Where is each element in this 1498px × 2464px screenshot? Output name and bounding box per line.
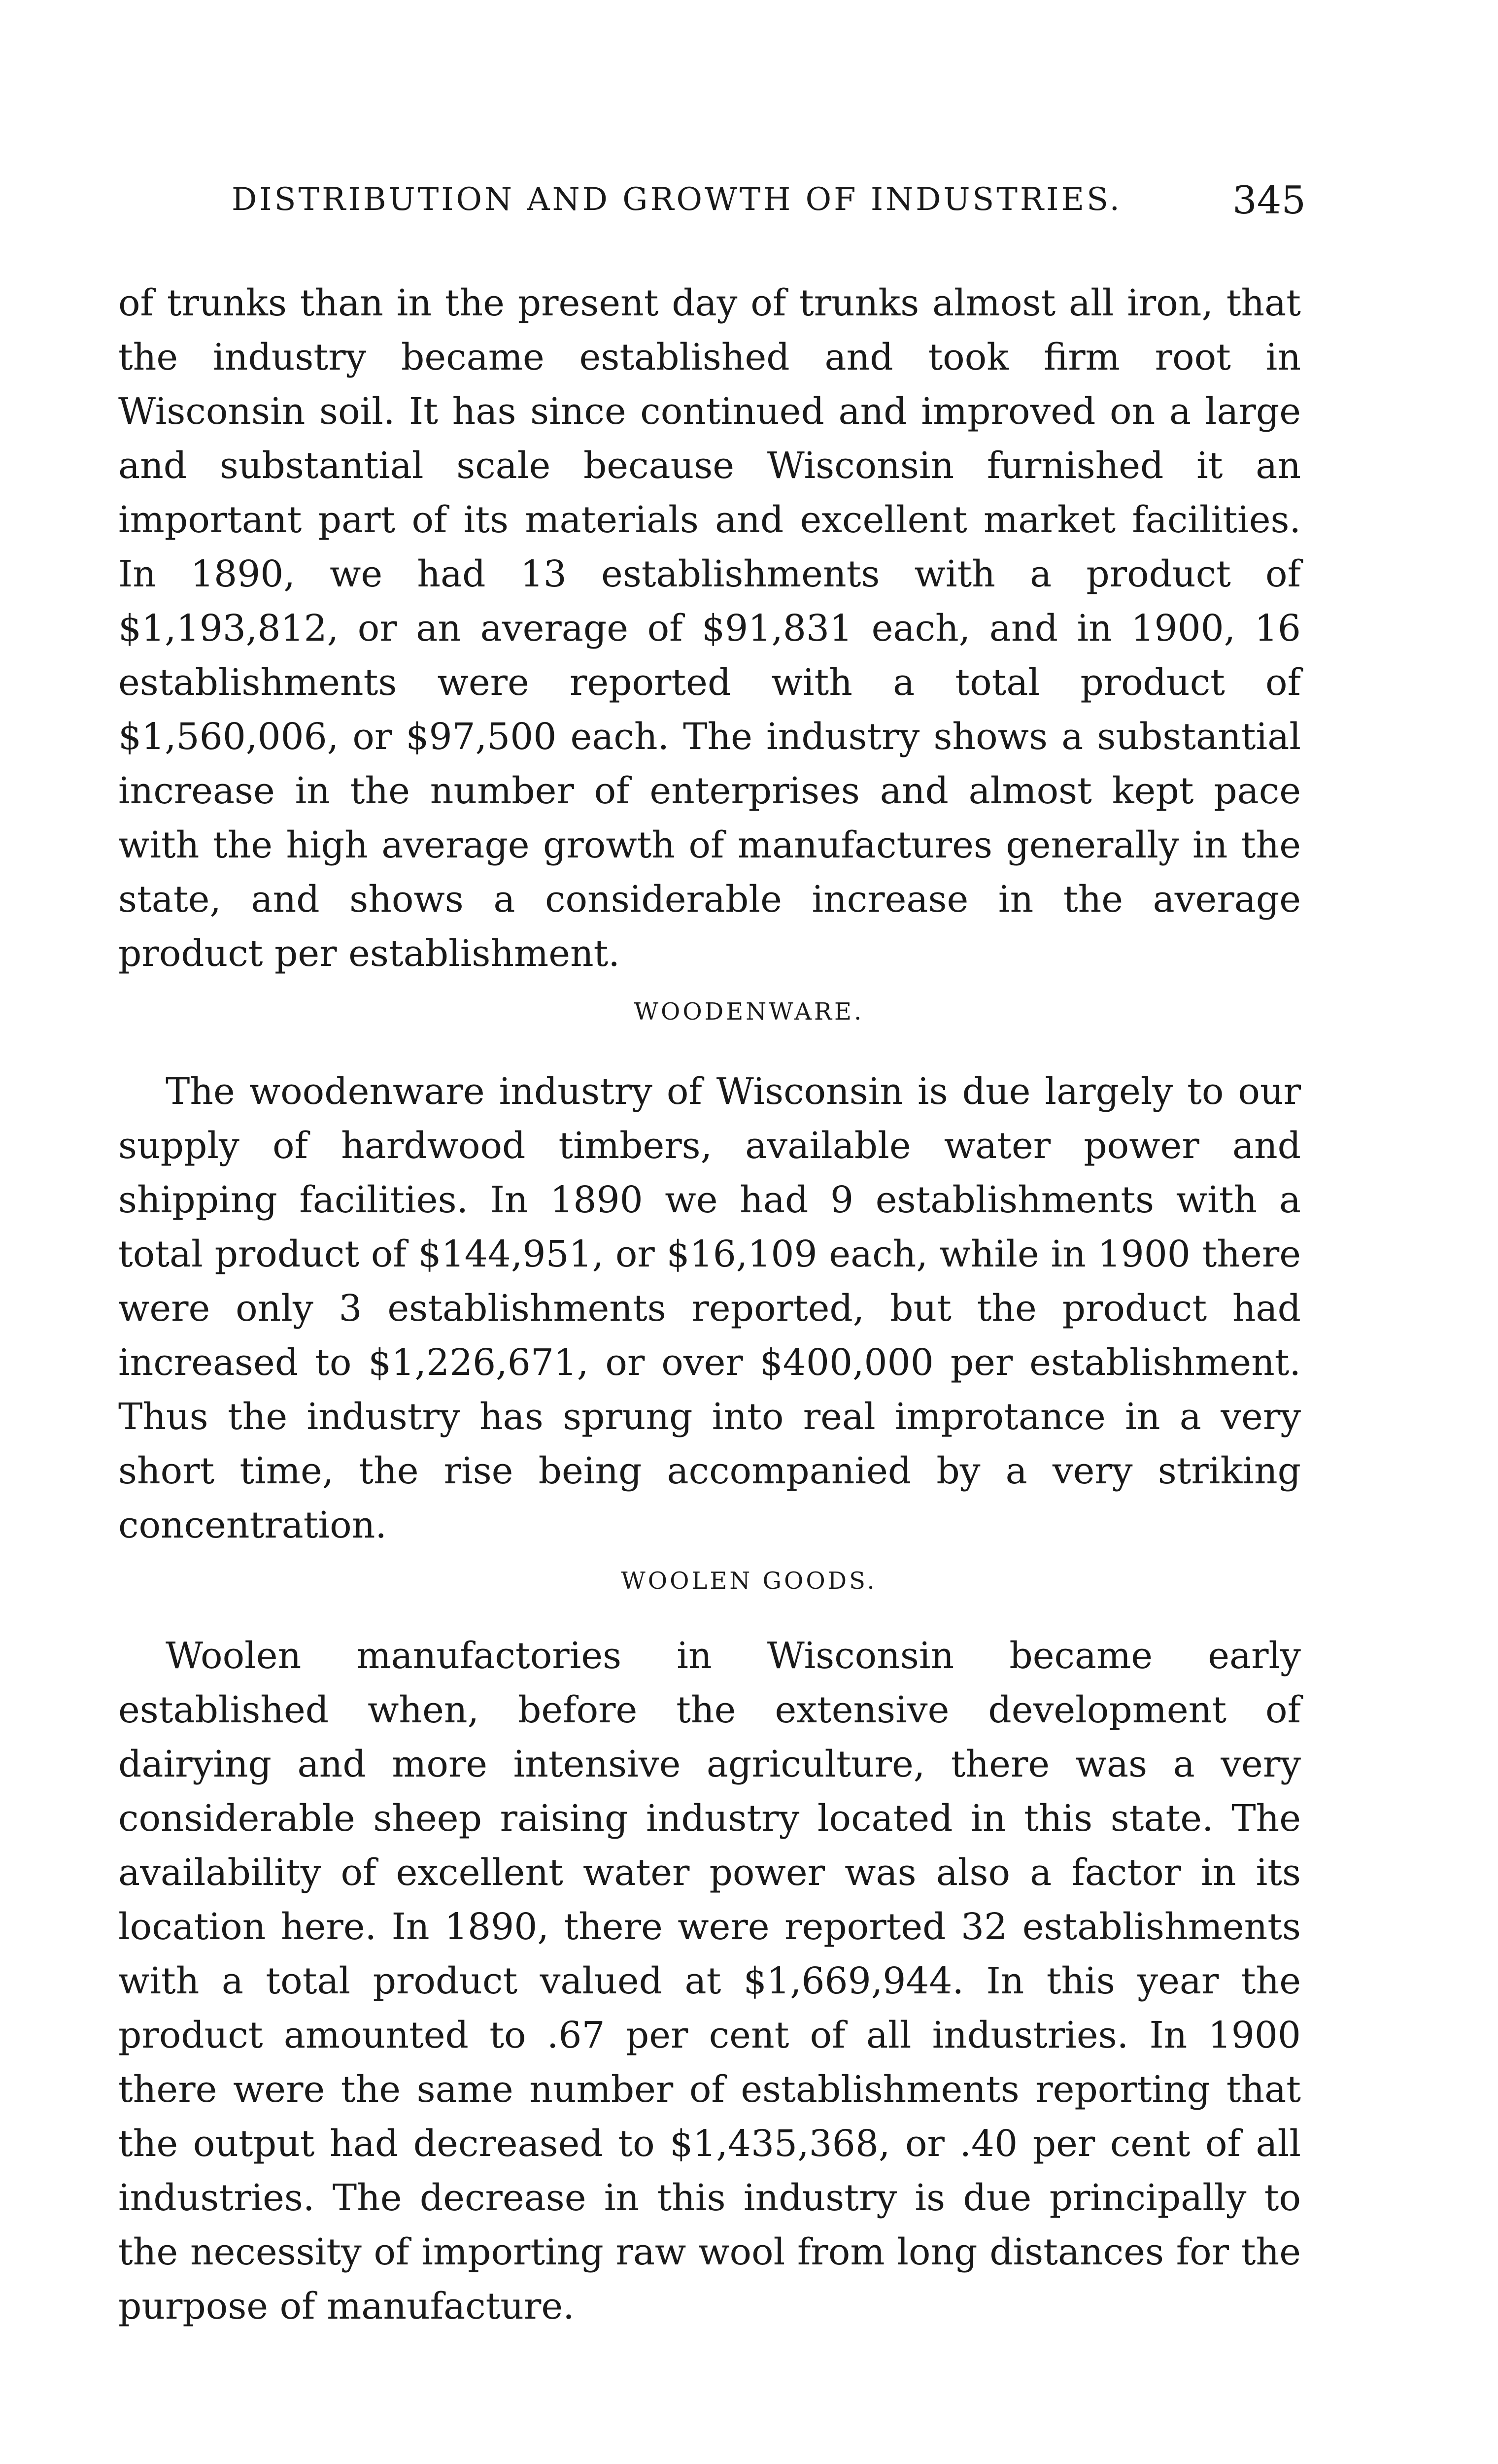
section-heading-woodenware: WOODENWARE. [634,998,864,1026]
running-header [232,178,1306,223]
running-title: DISTRIBUTION AND GROWTH OF INDUSTRIES. [232,181,1122,218]
paragraph-woodenware: The woodenware industry of Wisconsin is due largely to our supply of hardwood timbers, available water power and shipping facilities. In 1890 we had 9 establishments with a total product of $144,951, or $16,109 each, while in 1900 there were only 3 establishments reported, but the product had increased to $1,226,671, or over $400,000 per establishment. Thus the industry has sprung into real improtance in a very short time, the rise being accompanied by a very striking concentration. [118,1070,1301,1546]
paragraph-woolen-goods: Woolen manufactories in Wisconsin became early established when, before the extensive development of dairying and more intensive agriculture, there was a very considerable sheep raising industry located in this state. The availability of excellent water power was also a factor in its location here. In 1890, there were reported 32 establishments with a total product valued at $1,669,944. In this year the product amounted to .67 per cent of all industries. In 1900 there were the same number of establishments reporting that the output had decreased to $1,435,368, or .40 per cent of all industries. The decrease in this industry is due principally to the necessity of importing raw wool from long distances for the purpose of manufacture. [118,1635,1301,2327]
section-heading-woolen-goods: WOOLEN GOODS. [621,1567,877,1595]
page-number: 345 [1232,178,1306,223]
paragraph-trunks: of trunks than in the present day of trunks almost all iron, that the industry became established and took firm root in Wisconsin soil. It has since continued and improved on a large and substantial scale because Wisconsin furnished it an important part of its materials and excellent market facilities. In 1890, we had 13 establishments with a product of $1,193,812, or an average of $91,831 each, and in 1900, 16 establishments were reported with a total product of $1,560,006, or $97,500 each. The industry shows a substantial increase in the number of enterprises and almost kept pace with the high average growth of manufactures generally in the state, and shows a considerable increase in the average product per establishment. [118,282,1301,975]
